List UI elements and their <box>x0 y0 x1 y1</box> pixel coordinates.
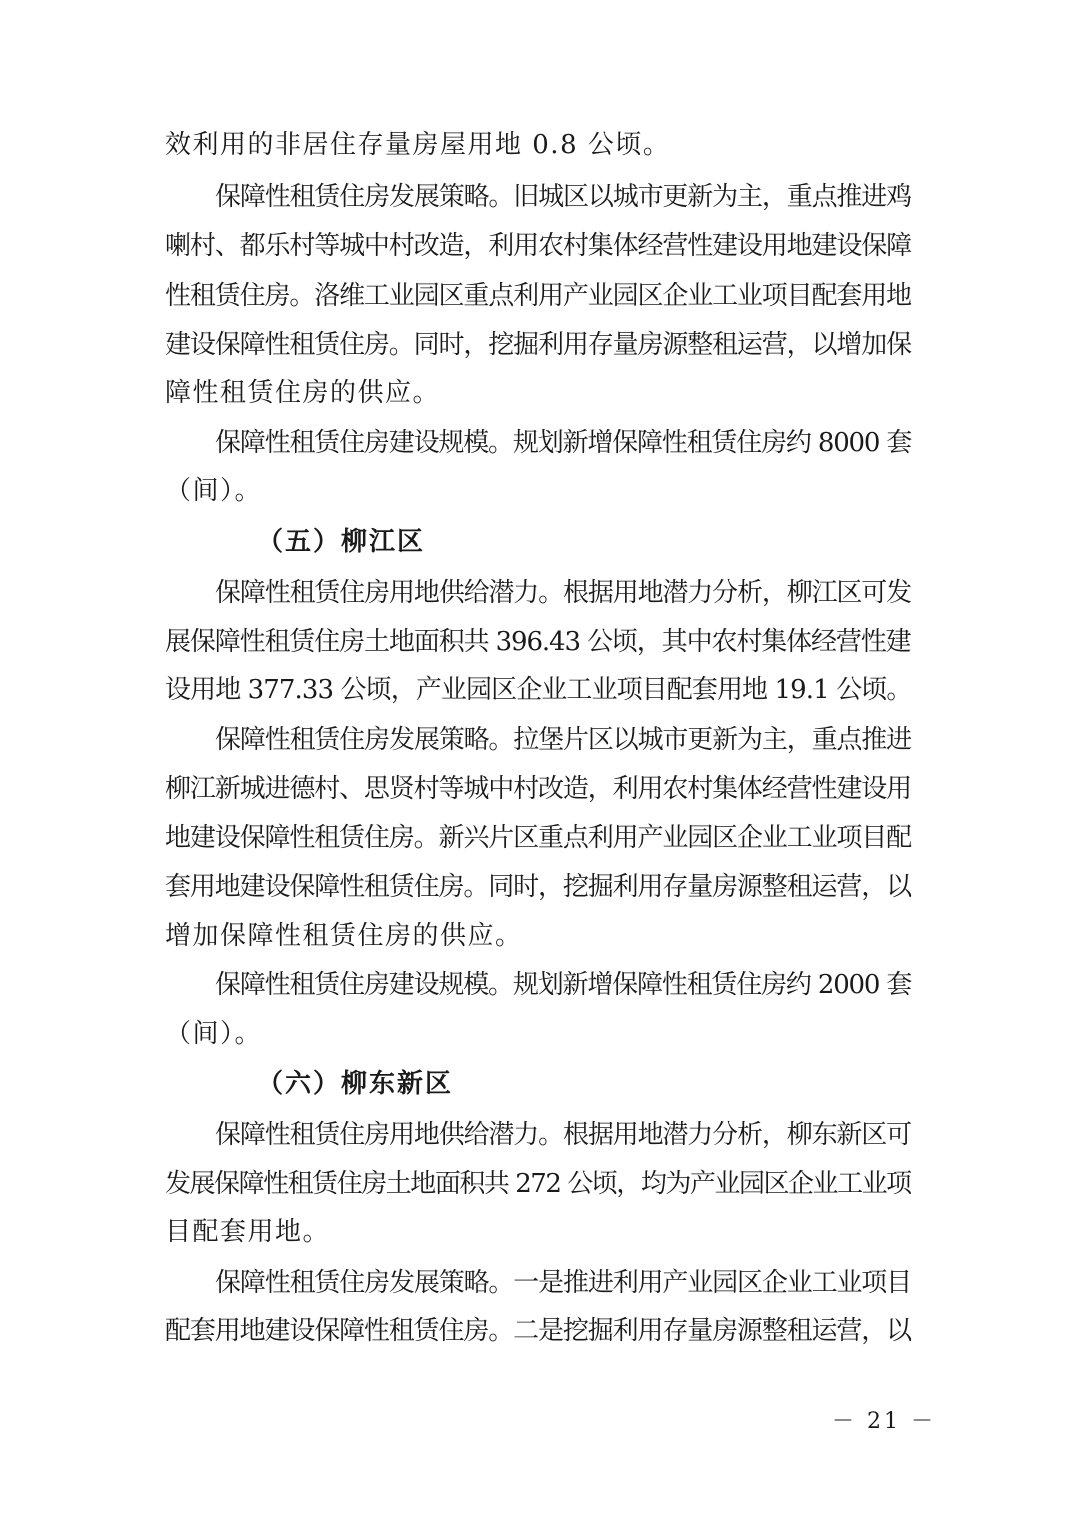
paragraph-line: 性租赁住房。洛维工业园区重点利用产业园区企业工业项目配套用地 <box>165 281 912 311</box>
paragraph-line: 建设保障性租赁住房。同时，挖掘利用存量房源整租运营，以增加保 <box>165 330 912 360</box>
paragraph-line: 保障性租赁住房发展策略。旧城区以城市更新为主，重点推进鸡 <box>215 182 912 212</box>
paragraph-line: 发展保障性租赁住房土地面积共 272 公顷，均为产业园区企业工业项 <box>165 1169 911 1199</box>
paragraph-line: 展保障性租赁住房土地面积共 396.43 公顷，其中农村集体经营性建 <box>165 627 911 657</box>
paragraph-line: 保障性租赁住房建设规模。规划新增保障性租赁住房约 8000 套 <box>215 428 912 458</box>
section-heading: （五）柳江区 <box>257 527 426 557</box>
paragraph-line: 保障性租赁住房用地供给潜力。根据用地潜力分析，柳东新区可 <box>215 1120 912 1150</box>
paragraph-line: 保障性租赁住房发展策略。拉堡片区以城市更新为主，重点推进 <box>215 725 912 755</box>
paragraph-line: 障性租赁住房的供应。 <box>165 378 441 408</box>
paragraph-line: （间）。 <box>165 1019 263 1049</box>
section-heading: （六）柳东新区 <box>257 1069 454 1099</box>
page-number: － 21 － <box>832 1409 936 1434</box>
paragraph-line: 目配套用地。 <box>165 1217 331 1247</box>
paragraph-line: （间）。 <box>165 476 263 506</box>
paragraph-line: 配套用地建设保障性租赁住房。二是挖掘利用存量房源整租运营，以 <box>165 1316 912 1346</box>
paragraph-line: 保障性租赁住房建设规模。规划新增保障性租赁住房约 2000 套 <box>215 970 912 1000</box>
paragraph-line: 保障性租赁住房发展策略。一是推进利用产业园区企业工业项目 <box>215 1268 912 1298</box>
paragraph-line: 设用地 377.33 公顷，产业园区企业工业项目配套用地 19.1 公顷。 <box>165 675 912 705</box>
paragraph-line: 喇村、都乐村等城中村改造，利用农村集体经营性建设用地建设保障 <box>165 231 912 261</box>
paragraph-line: 套用地建设保障性租赁住房。同时，挖掘利用存量房源整租运营，以 <box>165 872 912 902</box>
paragraph-line: 效利用的非居住存量房屋用地 0.8 公顷。 <box>165 130 671 160</box>
paragraph-line: 保障性租赁住房用地供给潜力。根据用地潜力分析，柳江区可发 <box>215 578 912 608</box>
paragraph-line: 地建设保障性租赁住房。新兴片区重点利用产业园区企业工业项目配 <box>165 823 912 853</box>
paragraph-line: 柳江新城进德村、思贤村等城中村改造，利用农村集体经营性建设用 <box>165 774 912 804</box>
paragraph-line: 增加保障性租赁住房的供应。 <box>165 921 523 951</box>
